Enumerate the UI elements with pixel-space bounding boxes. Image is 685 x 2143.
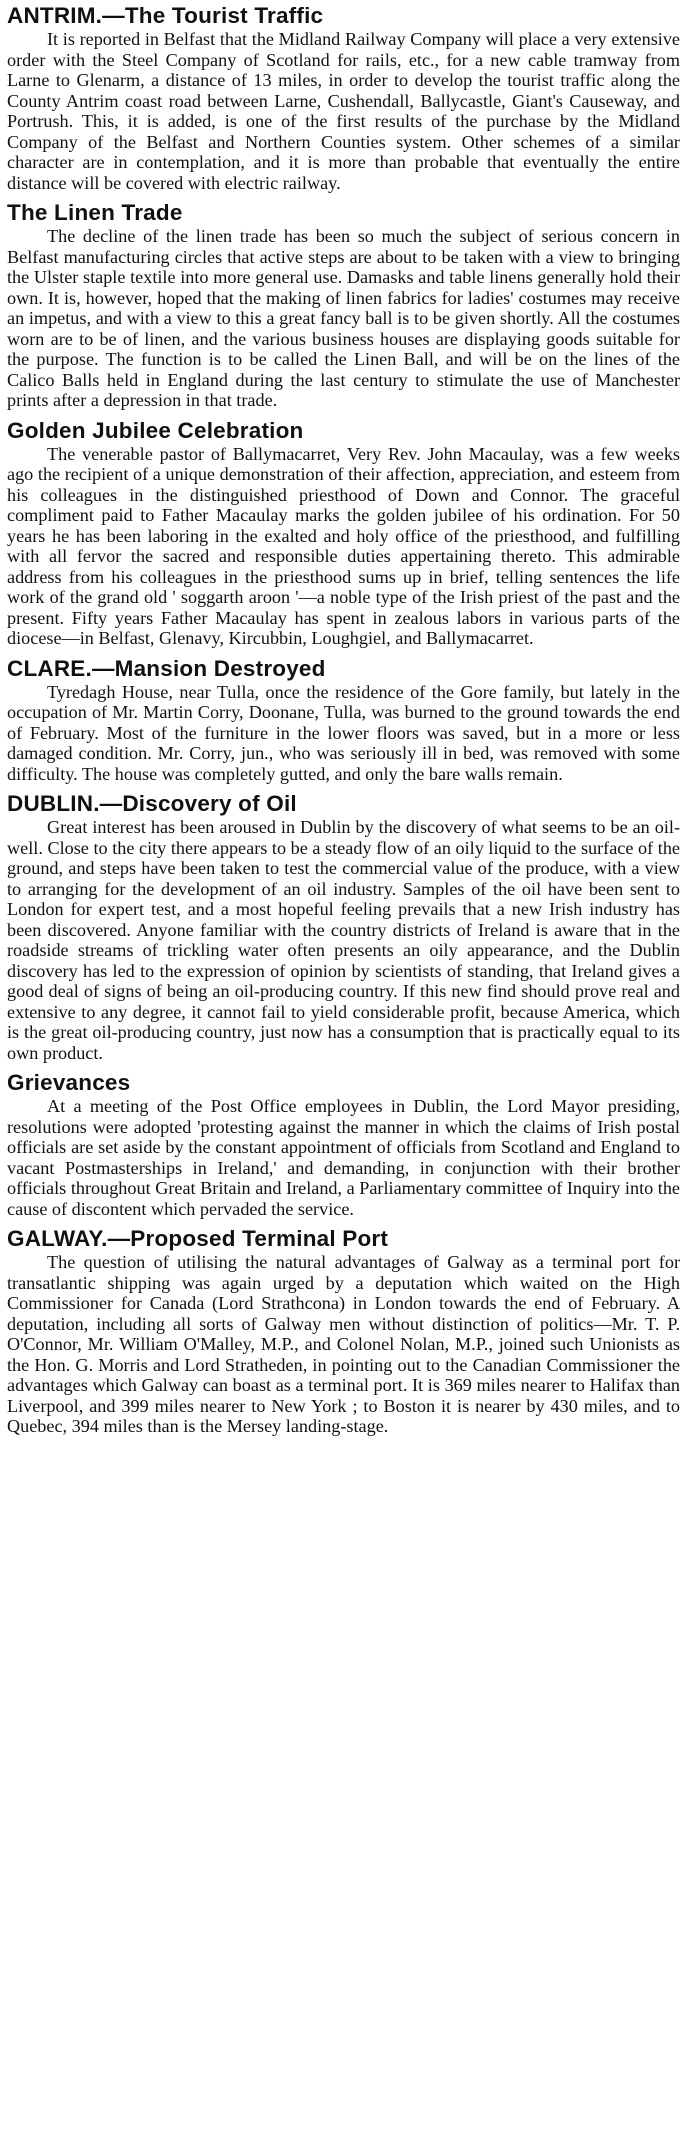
article-heading: DUBLIN.—Discovery of Oil xyxy=(7,791,297,816)
article-antrim xyxy=(7,2,680,193)
article-body: Great interest has been aroused in Dublin by the discovery of what seems to be an oil-well. Close to the city there appears to be a steady flow of an oily liquid to the surface of the ground, and steps have been taken to test the commercial value of the produce, with a view to arranging for the development of an oil industry. Samples of the oil have been sent to London for expert test, and a most hopeful feeling prevails that a new Irish industry has been discovered. Anyone familiar with the country districts of Ireland is aware that in the roadside streams of trickling water often presents an oily appearance, and the Dublin discovery has led to the expression of opinion by scientists of standing, that Ireland gives a good deal of signs of being an oil-producing country. If this new find should prove real and extensive to any degree, it cannot fail to yield considerable profit, because America, which is the great oil-producing country, just now has a consumption that is practically equal to its own product. xyxy=(7,817,680,1063)
article-body: The question of utilising the natural advantages of Galway as a terminal port for transatlantic shipping was again urged by a deputation which waited on the High Commissioner for Canada (Lord Strathcona) in London towards the end of February. A deputation, including all sorts of Galway men without distinction of politics—Mr. T. P. O'Connor, Mr. William O'Malley, M.P., and Colonel Nolan, M.P., joined such Unionists as the Hon. G. Morris and Lord Stratheden, in pointing out to the Canadian Commissioner the advantages which Galway can boast as a terminal port. It is 369 miles nearer to Halifax than Liverpool, and 399 miles nearer to New York ; to Boston it is nearer by 430 miles, and to Quebec, 394 miles than is the Mersey landing-stage. xyxy=(7,1252,680,1436)
article-heading: CLARE.—Mansion Destroyed xyxy=(7,655,326,681)
article-body: At a meeting of the Post Office employees in Dublin, the Lord Mayor presiding, resolutions were adopted 'protesting against the manner in which the claims of Irish postal officials are set aside by the constant appointment of officials from Scotland and England to vacant Postmasterships in Ireland,' and demanding, in conjunction with their brother officials throughout Great Britain and Ireland, a Parliamentary committee of Inquiry into the cause of discontent which pervaded the service. xyxy=(7,1096,680,1219)
article-body: The venerable pastor of Ballymacarret, Very Rev. John Macaulay, was a few weeks ago the recipient of a unique demonstration of their affection, appreciation, and esteem from his colleagues in the distinguished priesthood of Down and Connor. The graceful compliment paid to Father Macaulay marks the golden jubilee of his ordination. For 50 years he has been laboring in the exalted and holy office of the priesthood, and fulfilling with all fervor the sacred and responsible duties appertaining thereto. This admirable address from his colleagues in the priesthood sums up in brief, telling sentences the life work of the grand old ' soggarth aroon '—a noble type of the Irish priest of the past and the present. Fifty years Father Macaulay has spent in zealous labors in various parts of the diocese—in Belfast, Glenavy, Kircubbin, Loughgiel, and Ballymacarret. xyxy=(7,443,680,648)
article-body: The decline of the linen trade has been so much the subject of serious concern in Belfast manufacturing circles that active steps are about to be taken with a view to bringing the Ulster staple textile into more general use. Damasks and table linens generally hold their own. It is, however, hoped that the making of linen fabrics for ladies' costumes may receive an impetus, and with a view to this a great fancy ball is to be given shortly. All the costumes worn are to be of linen, and the various business houses are displaying goods suitable for the purpose. The function is to be called the Linen Ball, and will be on the lines of the Calico Balls held in England during the last century to stimulate the use of Manchester prints after a depression in that trade. xyxy=(7,226,680,410)
article-clare xyxy=(7,655,680,785)
article-linen-trade xyxy=(7,199,680,411)
article-dublin-oil xyxy=(7,790,680,1063)
article-heading: Golden Jubilee Celebration xyxy=(7,417,304,443)
article-heading: The Linen Trade xyxy=(7,200,183,225)
article-body: It is reported in Belfast that the Midland Railway Company will place a very extensive order with the Steel Company of Scotland for rails, etc., for a new cable tramway from Larne to Glenarm, a distance of 13 miles, in order to develop the tourist traffic along the County Antrim coast road between Larne, Cushendall, Ballycastle, Giant's Causeway, and Portrush. This, it is added, is one of the first results of the purchase by the Midland Company of the Belfast and Northern Counties system. Other schemes of a similar character are in contemplation, and it is more than probable that eventually the entire distance will be covered with electric railway. xyxy=(7,29,680,193)
article-galway xyxy=(7,1225,680,1437)
article-grievances xyxy=(7,1069,680,1219)
article-body: Tyredagh House, near Tulla, once the residence of the Gore family, but lately in the occupation of Mr. Martin Corry, Doonane, Tulla, was burned to the ground towards the end of February. Most of the furniture in the lower floors was saved, but in a more or less damaged condition. Mr. Corry, jun., who was seriously ill in bed, was removed with some difficulty. The house was completely gutted, and only the bare walls remain. xyxy=(7,681,680,784)
article-heading: ANTRIM.—The Tourist Traffic xyxy=(7,3,324,28)
article-heading: GALWAY.—Proposed Terminal Port xyxy=(7,1226,389,1251)
article-golden-jubilee xyxy=(7,417,680,649)
article-heading: Grievances xyxy=(7,1070,131,1095)
